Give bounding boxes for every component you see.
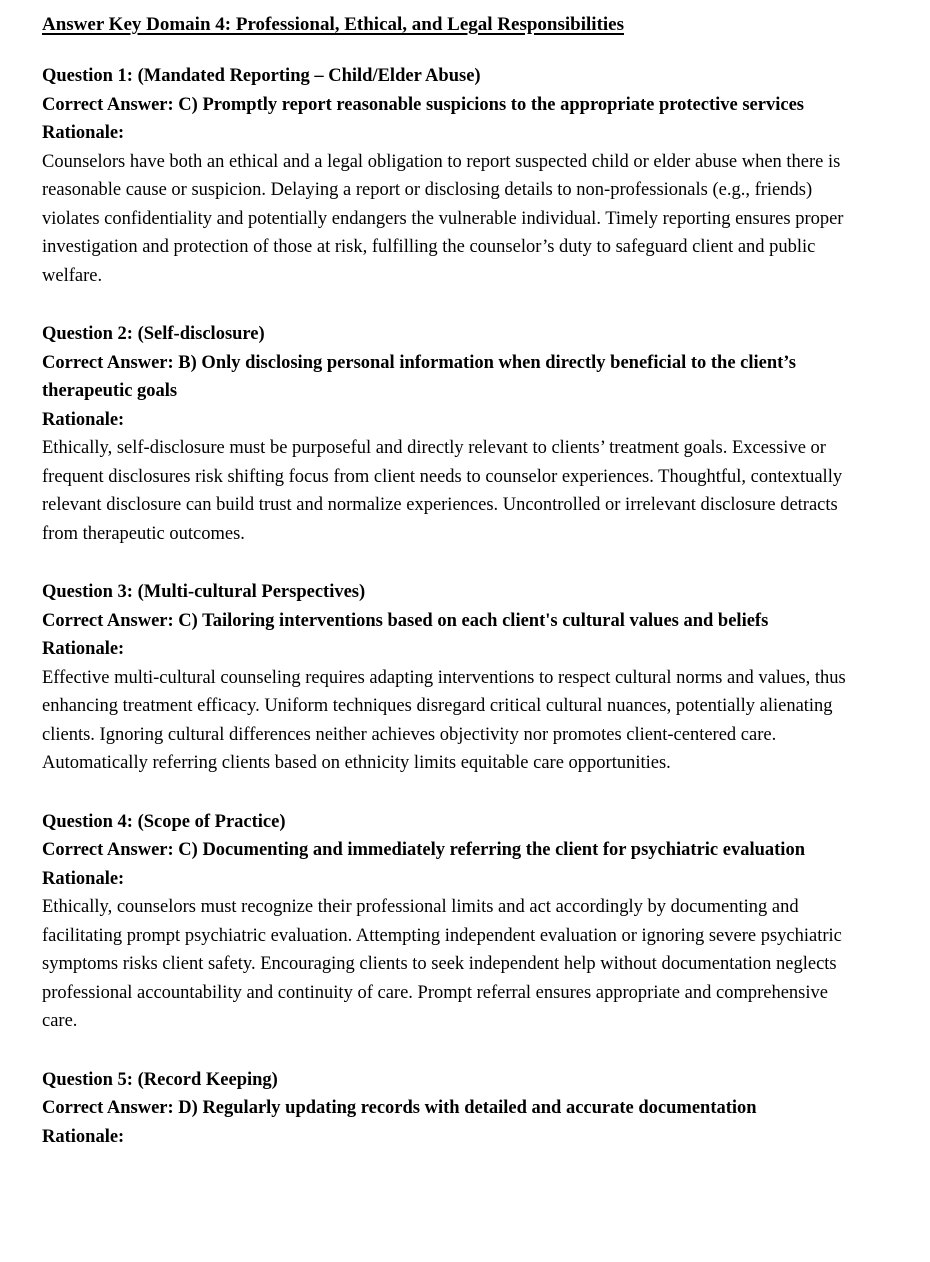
question-heading: Question 1: (Mandated Reporting – Child/Elder Abuse) (42, 66, 481, 86)
rationale-text: Ethically, counselors must recognize their professional limits and act accordingly by documenting and facilitating prompt psychiatric evaluation. Attempting independent evaluation or ignoring severe psychiatric symptoms risks client safety. Encouraging clients to seek independent help without documentation neglects professional accountability and continuity of care. Prompt referral ensures appropriate and comprehensive care. (42, 897, 842, 1031)
rationale-label: Rationale: (42, 639, 125, 659)
question-block-2 (42, 320, 850, 548)
correct-answer: Correct Answer: D) Regularly updating records with detailed and accurate documentation (42, 1098, 757, 1118)
question-block-3 (42, 578, 850, 778)
rationale-label: Rationale: (42, 1126, 125, 1147)
rationale-label: Rationale: (42, 868, 125, 889)
document-title: Answer Key Domain 4: Professional, Ethical, and Legal Responsibilities (42, 14, 624, 35)
rationale-label: Rationale: (42, 409, 125, 430)
question-heading: Question 3: (Multi-cultural Perspectives) (42, 582, 366, 602)
correct-answer: Correct Answer: C) Tailoring interventions based on each client's cultural values and beliefs (42, 610, 769, 631)
correct-answer: Correct Answer: C) Promptly report reasonable suspicions to the appropriate protective services (42, 94, 804, 115)
question-heading: Question 2: (Self-disclosure) (42, 324, 265, 344)
question-heading: Question 4: (Scope of Practice) (42, 811, 286, 832)
correct-answer: Correct Answer: B) Only disclosing personal information when directly beneficial to the client’s therapeutic goals (42, 352, 796, 401)
rationale-text: Effective multi-cultural counseling requires adapting interventions to respect cultural norms and values, thus enhancing treatment efficacy. Uniform techniques disregard critical cultural nuances, potentially alienating clients. Ignoring cultural differences neither achieves objectivity nor promotes client-centered care. Automatically referring clients based on ethnicity limits equitable care opportunities. (42, 667, 846, 773)
rationale-label: Rationale: (42, 123, 125, 143)
question-block-4 (42, 808, 850, 1036)
question-block-5 (42, 1066, 850, 1152)
question-heading: Question 5: (Record Keeping) (42, 1069, 278, 1090)
document-content (42, 12, 850, 1151)
rationale-text: Ethically, self-disclosure must be purposeful and directly relevant to clients’ treatment goals. Excessive or frequent disclosures risk shifting focus from client needs to counselor experiences. Thoughtful, contextually relevant disclosure can build trust and normalize experiences. Uncontrolled or irrelevant disclosure detracts from therapeutic outcomes. (42, 438, 843, 544)
correct-answer: Correct Answer: C) Documenting and immediately referring the client for psychiatric evaluation (42, 840, 805, 860)
rationale-text: Counselors have both an ethical and a legal obligation to report suspected child or elder abuse when there is reasonable cause or suspicion. Delaying a report or disclosing details to non-professionals (e.g., friends) violates confidentiality and potentially endangers the vulnerable individual. Timely reporting ensures proper investigation and protection of those at risk, fulfilling the counselor’s duty to safeguard client and public welfare. (42, 151, 844, 286)
question-block-1 (42, 62, 850, 290)
